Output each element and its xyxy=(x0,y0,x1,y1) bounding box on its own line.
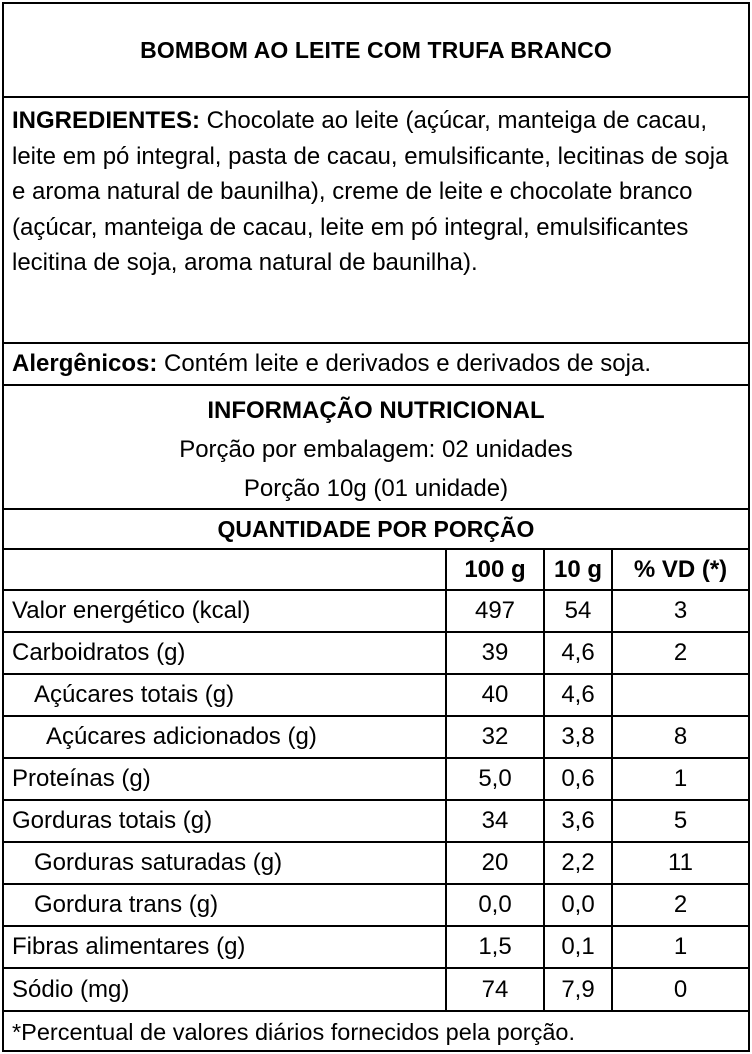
daily-value-percent: 2 xyxy=(612,632,748,674)
allergens-section xyxy=(4,344,748,386)
nutrient-name: Gorduras saturadas (g) xyxy=(4,842,446,884)
daily-value-percent: 8 xyxy=(612,716,748,758)
value-per-serving: 7,9 xyxy=(544,968,612,1010)
value-per-100g: 34 xyxy=(446,800,544,842)
value-per-serving: 4,6 xyxy=(544,632,612,674)
table-row xyxy=(4,800,748,842)
column-header: % VD (*) xyxy=(612,550,748,590)
daily-value-percent: 3 xyxy=(612,590,748,632)
table-row xyxy=(4,758,748,800)
ingredients-section xyxy=(4,98,748,344)
nutrient-name: Açúcares totais (g) xyxy=(4,674,446,716)
value-per-100g: 1,5 xyxy=(446,926,544,968)
value-per-100g: 20 xyxy=(446,842,544,884)
value-per-100g: 74 xyxy=(446,968,544,1010)
table-row xyxy=(4,968,748,1010)
value-per-100g: 5,0 xyxy=(446,758,544,800)
value-per-100g: 40 xyxy=(446,674,544,716)
column-header xyxy=(4,550,446,590)
nutrition-table xyxy=(4,550,748,1010)
daily-value-percent: 1 xyxy=(612,758,748,800)
value-per-100g: 0,0 xyxy=(446,884,544,926)
nutrient-name: Açúcares adicionados (g) xyxy=(4,716,446,758)
table-row xyxy=(4,632,748,674)
daily-value-percent: 5 xyxy=(612,800,748,842)
nutrient-name: Fibras alimentares (g) xyxy=(4,926,446,968)
value-per-100g: 497 xyxy=(446,590,544,632)
table-row xyxy=(4,884,748,926)
product-title: BOMBOM AO LEITE COM TRUFA BRANCO xyxy=(4,4,748,98)
value-per-serving: 54 xyxy=(544,590,612,632)
nutrient-name: Gordura trans (g) xyxy=(4,884,446,926)
daily-value-percent: 11 xyxy=(612,842,748,884)
value-per-serving: 0,1 xyxy=(544,926,612,968)
value-per-serving: 0,6 xyxy=(544,758,612,800)
daily-value-percent: 2 xyxy=(612,884,748,926)
nutrient-name: Gorduras totais (g) xyxy=(4,800,446,842)
table-row xyxy=(4,926,748,968)
footnote: *Percentual de valores diários fornecidos pela porção. xyxy=(12,1019,576,1045)
daily-value-percent: 1 xyxy=(612,926,748,968)
table-row xyxy=(4,716,748,758)
nutrition-title: INFORMAÇÃO NUTRICIONAL xyxy=(207,397,545,424)
nutrient-name: Valor energético (kcal) xyxy=(4,590,446,632)
daily-value-percent xyxy=(612,674,748,716)
nutrition-table-wrap xyxy=(4,550,748,1012)
column-header: 100 g xyxy=(446,550,544,590)
allergens-text: Contém leite e derivados e derivados de soja. xyxy=(157,350,651,377)
table-row xyxy=(4,674,748,716)
value-per-serving: 3,6 xyxy=(544,800,612,842)
allergens-label: Alergênicos: xyxy=(12,350,158,377)
nutrient-name: Carboidratos (g) xyxy=(4,632,446,674)
nutrition-label xyxy=(2,2,750,1052)
value-per-serving: 2,2 xyxy=(544,842,612,884)
daily-value-percent: 0 xyxy=(612,968,748,1010)
quantity-heading: QUANTIDADE POR PORÇÃO xyxy=(4,510,748,550)
table-row xyxy=(4,590,748,632)
table-row xyxy=(4,842,748,884)
table-header-row xyxy=(4,550,748,590)
value-per-100g: 39 xyxy=(446,632,544,674)
nutrition-header xyxy=(4,386,748,510)
serving-size: Porção 10g (01 unidade) xyxy=(243,475,509,502)
nutrient-name: Sódio (mg) xyxy=(4,968,446,1010)
value-per-serving: 3,8 xyxy=(544,716,612,758)
value-per-serving: 0,0 xyxy=(544,884,612,926)
value-per-100g: 32 xyxy=(446,716,544,758)
nutrient-name: Proteínas (g) xyxy=(4,758,446,800)
value-per-serving: 4,6 xyxy=(544,674,612,716)
servings-per-package: Porção por embalagem: 02 unidades xyxy=(179,436,573,463)
ingredients-label: INGREDIENTES: xyxy=(12,107,201,134)
ingredients-text: Chocolate ao leite (açúcar, manteiga de cacau, leite em pó integral, pasta de cacau, emulsificante, lecitinas de soja e aroma natural de baunilha), creme de leite e chocolate branco (açúcar, manteiga de cacau, leite em pó integral, emulsificantes lecitina de soja, aroma natural de baunilha). xyxy=(12,107,729,277)
column-header: 10 g xyxy=(544,550,612,590)
